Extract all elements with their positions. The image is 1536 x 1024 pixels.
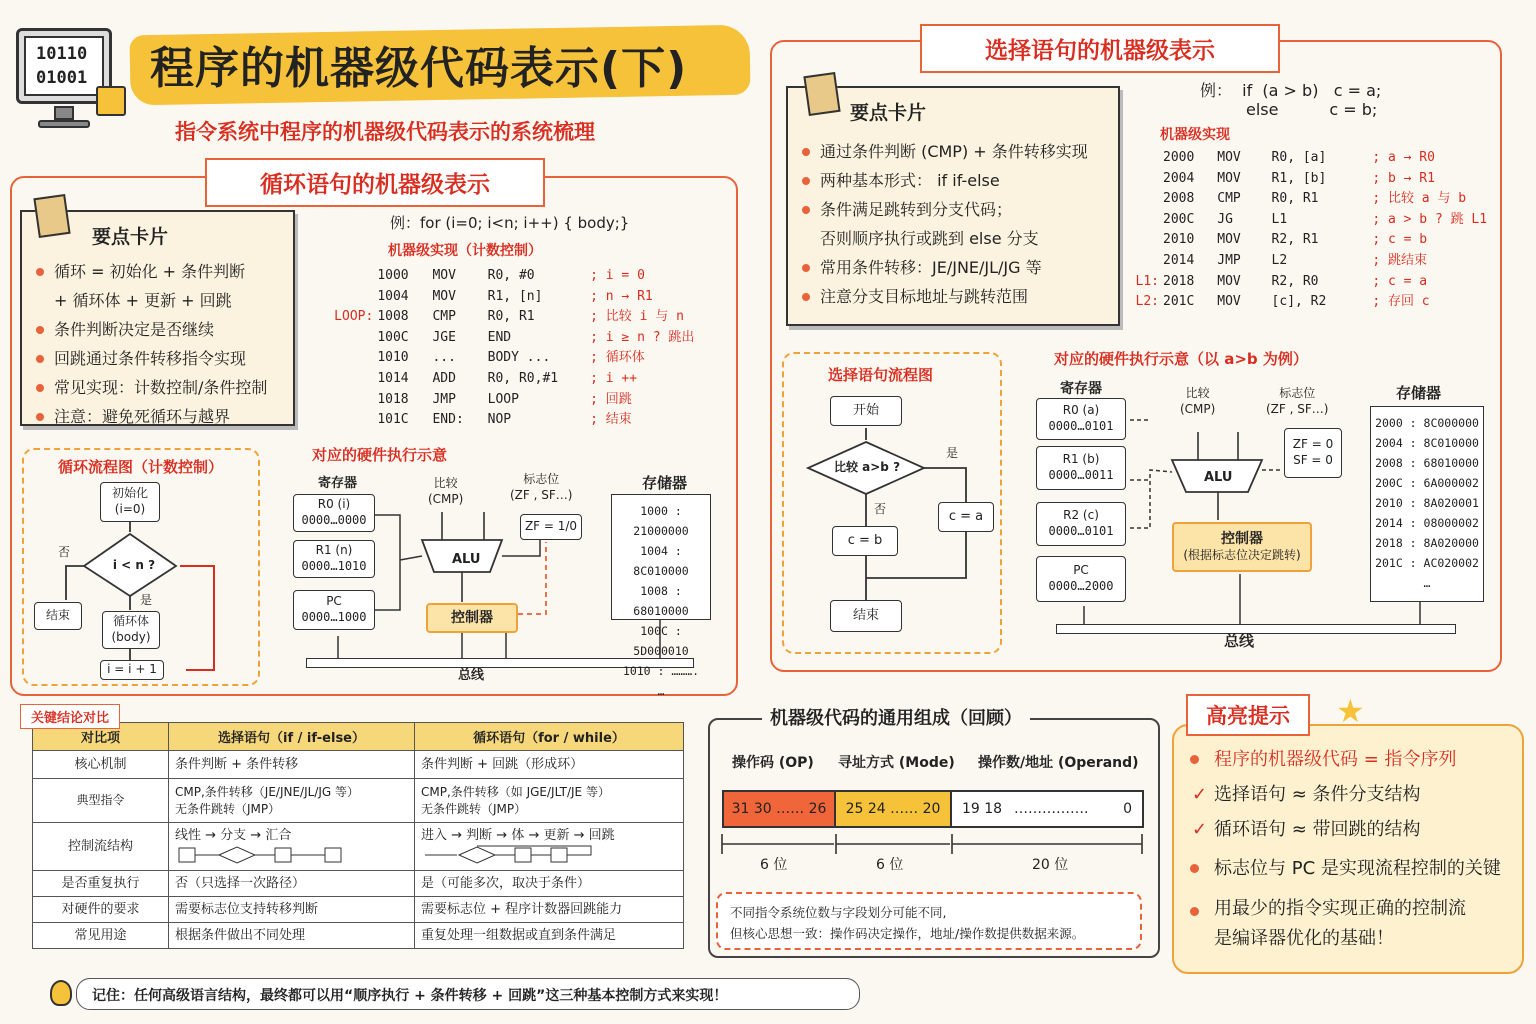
flow-mini-diagram — [421, 844, 621, 866]
code-op: MOV — [1217, 294, 1241, 310]
code-label: LOOP: — [334, 309, 374, 325]
code-op: JMP — [432, 391, 456, 407]
memory-row: 2004 : 8C010000 — [1375, 436, 1479, 450]
code-label — [328, 348, 377, 369]
code-label — [328, 410, 377, 431]
highlight-item — [1180, 777, 1510, 812]
code-args: R0, R1 — [1271, 191, 1319, 207]
memory-row: 1008 : 68010000 — [633, 584, 689, 618]
code-addr: 2010 — [1163, 232, 1195, 248]
cmp-text2: (CMP) — [1180, 401, 1216, 416]
table-cell: 核心机制 — [33, 751, 169, 779]
select-cmp-label — [1180, 386, 1215, 417]
loop-memory — [611, 494, 711, 698]
compare-note: 记住：任何高级语言结构，最终都可以用“顺序执行 + 条件转移 + 回跳”这三种基本控制方式来实现！ — [92, 988, 728, 1004]
code-cmt: ; 比较 i 与 n — [590, 309, 684, 325]
format-op-field: 31 30 …… 26 — [722, 790, 836, 828]
table-cell: 典型指令 — [33, 779, 169, 823]
loop-example: 例：for (i=0; i<n; i++) { body;} — [390, 214, 630, 232]
select-example-2: else c = b; — [1246, 100, 1378, 119]
code-cmt: ; a → R0 — [1372, 150, 1435, 165]
operand-dots: ……………. — [1014, 801, 1089, 817]
flow-mini-diagram — [175, 844, 375, 866]
code-addr: 1014 — [377, 370, 409, 386]
r0-name: R0 (i) — [317, 497, 351, 512]
table-cell: CMP,条件转移（如 JGE/JLT/JE 等） 无条件跳转（JMP） — [415, 779, 684, 823]
highlight-item — [1180, 742, 1510, 777]
loop-flow-title: 循环流程图（计数控制） — [58, 458, 224, 476]
r1-value: 0000…1010 — [301, 559, 367, 573]
code-label — [1128, 189, 1163, 210]
code-line — [328, 348, 728, 369]
select-flow-cond: 比较 a>b ? — [833, 460, 901, 474]
compare-tag: 关键结论对比 — [20, 704, 120, 729]
tip-bulb-icon — [50, 980, 72, 1006]
r1-value: 0000…0011 — [1048, 468, 1114, 482]
loop-hw-title: 对应的硬件执行示意 — [312, 446, 448, 464]
code-args: LOOP — [487, 391, 519, 407]
table-cell: 重复处理一组数据或直到条件满足 — [415, 923, 684, 949]
code-op: JGE — [432, 329, 456, 345]
loop-card-item: 回跳通过条件转移指令实现 — [34, 344, 281, 373]
code-label: L2: — [1135, 294, 1160, 310]
table-row — [33, 751, 684, 779]
flag-text2: (ZF , SF…) — [510, 487, 573, 502]
code-addr: 1010 — [377, 350, 409, 366]
loop-card-item: 循环 = 初始化 + 条件判断 — [34, 257, 281, 286]
code-addr: 1018 — [377, 391, 409, 407]
r0-name: R0 (a) — [1062, 403, 1100, 418]
code-addr: 101C — [377, 412, 409, 428]
flag-text: 标志位 — [523, 472, 560, 486]
check-icon: ✓ — [1192, 819, 1208, 840]
memory-row: 1010 : ………. — [622, 664, 700, 678]
r0-value: 0000…0000 — [301, 513, 367, 527]
page-subtitle: 指令系统中程序的机器级代码表示的系统梳理 — [175, 120, 595, 144]
monitor-binary-2: 01001 — [36, 68, 88, 88]
code-label — [1128, 169, 1163, 190]
code-line — [1128, 230, 1508, 251]
example-line-1: 例： if (a > b) c = a; — [1200, 81, 1382, 100]
page-title: 程序的机器级代码表示(下) — [150, 43, 688, 94]
table-cell: 进入 → 判断 → 体 → 更新 → 回跳 — [415, 823, 684, 871]
pc-value: 0000…1000 — [301, 610, 367, 624]
star-icon: ★ — [1336, 692, 1365, 730]
code-line — [328, 410, 728, 431]
code-op: MOV — [1217, 273, 1241, 289]
select-key-card — [786, 86, 1120, 326]
select-reg-r1 — [1036, 446, 1126, 490]
code-addr: 2014 — [1163, 252, 1195, 268]
code-label — [1128, 148, 1163, 169]
table-cell: 是否重复执行 — [33, 871, 169, 897]
highlight-item — [1180, 924, 1510, 954]
code-op: MOV — [1217, 170, 1241, 186]
code-line — [1128, 251, 1508, 272]
code-args: R1, [n] — [487, 288, 543, 304]
select-flag-label — [1266, 386, 1328, 417]
code-addr: 1000 — [377, 268, 409, 283]
code-cmt: ; 回跳 — [590, 391, 632, 407]
monitor-binary-1: 10110 — [36, 44, 88, 64]
flow-body — [102, 611, 160, 649]
highlight-text: 选择语句 ≈ 条件分支结构 — [1214, 784, 1421, 805]
code-op: MOV — [432, 268, 456, 283]
r1-name: R1 (n) — [315, 543, 353, 558]
select-mem-label: 存储器 — [1396, 384, 1442, 402]
loop-key-card — [20, 210, 295, 426]
select-flow-ca: c = a — [938, 502, 994, 532]
table-cell: 需要标志位 + 程序计数器回跳能力 — [415, 897, 684, 923]
flow-cond: i < n ? — [112, 558, 156, 572]
code-op: MOV — [1217, 150, 1241, 165]
select-card-item: 条件满足跳转到分支代码； — [800, 195, 1106, 224]
format-width-op: 6 位 — [760, 857, 788, 873]
loop-reg-r1 — [293, 540, 375, 578]
note-card-icon — [803, 72, 840, 116]
code-op: MOV — [1217, 232, 1241, 248]
memory-row: 2008 : 68010000 — [1375, 456, 1479, 470]
select-alu-label: ALU — [1204, 470, 1233, 485]
code-args: [c], R2 — [1271, 294, 1327, 310]
sf-value: SF = 0 — [1293, 453, 1333, 467]
flow-body-text: 循环体 — [112, 614, 149, 629]
code-line — [1128, 148, 1508, 169]
highlight-list — [1180, 742, 1510, 954]
select-impl-label: 机器级实现 — [1160, 127, 1230, 143]
r2-value: 0000…0101 — [1048, 524, 1114, 538]
memory-row: … — [1423, 576, 1431, 590]
code-label — [328, 390, 377, 411]
select-reg-r0 — [1036, 398, 1126, 440]
format-note-box — [716, 892, 1142, 950]
select-hw-title: 对应的硬件执行示意（以 a>b 为例） — [1054, 350, 1308, 368]
ctrl-text: 控制器 — [1221, 531, 1263, 548]
memory-row: 2000 : 8C000000 — [1375, 416, 1479, 430]
select-card-item: 注意分支目标地址与跳转范围 — [800, 282, 1106, 311]
operand-bits-right: 0 — [1123, 801, 1132, 817]
code-addr: 2008 — [1163, 191, 1195, 207]
table-row — [33, 823, 684, 871]
loop-code-listing — [328, 266, 728, 431]
code-cmt: ; i ≥ n ? 跳出 — [590, 329, 695, 345]
highlight-text: 用最少的指令实现正确的控制流 — [1214, 898, 1466, 919]
code-label — [1128, 210, 1163, 231]
select-flow-no: 否 — [874, 502, 887, 516]
code-args: L2 — [1271, 252, 1288, 268]
cmp-text2: (CMP) — [428, 491, 464, 506]
r0-value: 0000…0101 — [1048, 419, 1114, 433]
ctrl-text2: (根据标志位决定跳转) — [1183, 548, 1301, 563]
code-line — [328, 266, 728, 287]
loop-flag-value: ZF = 1/0 — [520, 514, 582, 540]
loop-alu-label: ALU — [452, 552, 481, 567]
code-label — [328, 369, 377, 390]
table-cell: 常见用途 — [33, 923, 169, 949]
table-cell: 是（可能多次，取决于条件） — [415, 871, 684, 897]
flow-init-text2: (i=0) — [114, 502, 146, 516]
memory-row: 1004 : 8C010000 — [633, 544, 689, 578]
table-row — [33, 923, 684, 949]
select-card-item: 常用条件转移：JE/JNE/JL/JG 等 — [800, 253, 1106, 282]
zf-value: ZF = 0 — [1292, 437, 1334, 452]
code-line — [1128, 189, 1508, 210]
code-line — [328, 328, 728, 349]
memory-row: 201C : AC020002 — [1375, 556, 1479, 570]
memory-row: … — [657, 684, 665, 698]
memory-row: 1000 : 21000000 — [633, 504, 689, 538]
loop-card-item: + 循环体 + 更新 + 回跳 — [54, 291, 232, 310]
table-cell: 否（只选择一次路径） — [169, 871, 415, 897]
code-cmt: ; c = a — [1372, 273, 1428, 289]
code-cmt: ; 结束 — [590, 412, 632, 428]
code-cmt: ; 跳结束 — [1372, 252, 1427, 268]
code-args: R0, R1 — [487, 309, 535, 325]
code-addr: 201C — [1163, 294, 1195, 310]
code-args: R2, R0 — [1271, 273, 1319, 289]
highlight-text: 循环语句 ≈ 带回跳的结构 — [1214, 819, 1421, 840]
code-cmt: ; 存回 c — [1372, 294, 1430, 310]
code-line — [328, 307, 728, 328]
memory-row: 100C : 5D000010 — [633, 624, 689, 658]
flow-init-text: 初始化 — [111, 486, 148, 501]
code-args: R0, [a] — [1271, 150, 1327, 165]
code-addr: 1008 — [377, 309, 409, 325]
code-cmt: ; i = 0 — [590, 268, 645, 283]
highlight-item — [1180, 812, 1510, 847]
select-flow-yes: 是 — [946, 446, 959, 460]
table-row — [33, 871, 684, 897]
pc-name: PC — [1073, 563, 1089, 578]
code-args: END — [487, 329, 512, 345]
code-line — [1128, 272, 1508, 293]
format-width-operand: 20 位 — [1032, 857, 1069, 873]
highlight-text: 是编译器优化的基础！ — [1214, 928, 1394, 949]
table-cell: 对硬件的要求 — [33, 897, 169, 923]
code-op: ... — [432, 350, 456, 366]
table-header: 循环语句（for / while） — [415, 723, 684, 751]
code-op: CMP — [432, 309, 456, 325]
select-reg-label: 寄存器 — [1060, 381, 1102, 397]
r2-name: R2 (c) — [1063, 508, 1099, 523]
code-label: L1: — [1135, 273, 1160, 289]
code-line — [328, 369, 728, 390]
loop-card-title: 要点卡片 — [92, 226, 169, 248]
table-cell: 线性 → 分支 → 汇合 — [169, 823, 415, 871]
flow-end: 结束 — [34, 602, 82, 630]
table-cell: 根据条件做出不同处理 — [169, 923, 415, 949]
code-addr: 200C — [1163, 211, 1195, 227]
code-op: JG — [1217, 211, 1233, 227]
code-label — [328, 328, 377, 349]
code-args: R1, [b] — [1271, 170, 1327, 186]
memory-row: 2014 : 08000002 — [1375, 516, 1479, 530]
table-cell: CMP,条件转移（JE/JNE/JL/JG 等） 无条件跳转（JMP） — [169, 779, 415, 823]
select-controller — [1172, 522, 1312, 572]
code-line — [328, 287, 728, 308]
cmp-text: 比较 — [433, 476, 458, 490]
select-card-item: 通过条件判断 (CMP) + 条件转移实现 — [800, 137, 1106, 166]
table-cell: 条件判断 + 回跳（形成环） — [415, 751, 684, 779]
loop-reg-pc — [293, 590, 375, 630]
code-op: CMP — [1217, 191, 1241, 207]
code-label — [328, 287, 377, 308]
code-line — [328, 390, 728, 411]
code-args: R0, #0 — [487, 268, 535, 283]
code-label — [1128, 251, 1163, 272]
select-flow-cb: c = b — [832, 526, 898, 556]
pc-value: 0000…2000 — [1048, 579, 1114, 593]
loop-section-title: 循环语句的机器级表示 — [205, 158, 545, 207]
check-icon: ✓ — [1192, 784, 1208, 805]
select-memory — [1370, 406, 1484, 602]
select-reg-pc — [1036, 556, 1126, 602]
code-cmt: ; c = b — [1372, 232, 1428, 248]
code-op: MOV — [432, 288, 456, 304]
memory-row: 200C : 6A000002 — [1375, 476, 1479, 490]
format-operand-label: 操作数/地址 (Operand) — [978, 755, 1139, 771]
select-section-title: 选择语句的机器级表示 — [920, 24, 1280, 73]
select-example-1 — [1200, 78, 1381, 101]
flow-body-text2: (body) — [111, 630, 151, 644]
code-addr: 2000 — [1163, 150, 1195, 165]
flag-text2: (ZF , SF…) — [1266, 401, 1329, 416]
memory-row: 2018 : 8A020000 — [1375, 536, 1479, 550]
select-bus — [1056, 624, 1456, 634]
pc-name: PC — [326, 594, 342, 609]
highlight-item — [1180, 894, 1510, 924]
code-line — [1128, 169, 1508, 190]
select-reg-r2 — [1036, 502, 1126, 546]
code-args: R2, R1 — [1271, 232, 1319, 248]
code-addr: 2004 — [1163, 170, 1195, 186]
code-label — [1128, 230, 1163, 251]
table-row — [33, 779, 684, 823]
flow-yes: 是 — [140, 593, 153, 607]
code-addr: 1004 — [377, 288, 409, 304]
format-op-label: 操作码 (OP) — [732, 755, 814, 771]
select-code-listing — [1128, 148, 1508, 313]
loop-reg-label: 寄存器 — [318, 476, 358, 491]
code-cmt: ; 循环体 — [590, 350, 645, 366]
format-width-mode: 6 位 — [876, 857, 904, 873]
format-note-2: 但核心思想一致：操作码决定操作，地址/操作数提供数据来源。 — [730, 926, 1085, 941]
code-cmt: ; b → R1 — [1372, 170, 1435, 186]
highlight-title: 高亮提示 — [1186, 694, 1310, 736]
code-line — [1128, 210, 1508, 231]
code-cmt: ; a > b ? 跳 L1 — [1372, 211, 1488, 227]
highlight-text: 程序的机器级代码 = 指令序列 — [1214, 749, 1457, 770]
loop-bus-label: 总线 — [458, 668, 485, 683]
flow-inc: i = i + 1 — [100, 660, 164, 680]
loop-card-item: 条件判断决定是否继续 — [34, 315, 281, 344]
table-cell: 需要标志位支持转移判断 — [169, 897, 415, 923]
loop-reg-r0 — [293, 494, 375, 532]
loop-mem-label: 存储器 — [642, 474, 688, 492]
code-args: BODY ... — [487, 350, 551, 366]
memory-row: 2010 : 8A020001 — [1375, 496, 1479, 510]
operand-bits-left: 19 18 — [962, 801, 1003, 817]
code-addr: 2018 — [1163, 273, 1195, 289]
format-title: 机器级代码的通用组成（回顾） — [762, 704, 1030, 730]
select-flow-start: 开始 — [830, 396, 902, 426]
table-row — [33, 897, 684, 923]
table-header: 选择语句（if / if-else） — [169, 723, 415, 751]
r1-name: R1 (b) — [1062, 452, 1100, 467]
select-card-item: 否则顺序执行或跳到 else 分支 — [820, 229, 1039, 248]
note-card-icon — [33, 194, 70, 238]
select-card-item: 两种基本形式： if if-else — [800, 166, 1106, 195]
code-cmt: ; 比较 a 与 b — [1372, 191, 1467, 207]
computer-chip-icon — [16, 28, 126, 138]
loop-controller: 控制器 — [426, 603, 518, 633]
code-args: R0, R0,#1 — [487, 370, 559, 386]
code-cmt: ; n → R1 — [590, 288, 653, 304]
select-bus-label: 总线 — [1224, 632, 1255, 650]
table-cell: 控制流结构 — [33, 823, 169, 871]
highlight-text: 标志位与 PC 是实现流程控制的关键 — [1214, 858, 1501, 879]
format-operand-field — [952, 790, 1144, 828]
format-mode-label: 寻址方式 (Mode) — [838, 755, 955, 771]
comparison-table — [32, 722, 684, 949]
loop-card-item: 注意：避免死循环与越界 — [34, 402, 281, 431]
code-args: L1 — [1271, 211, 1288, 227]
highlight-item — [1180, 851, 1510, 886]
code-op: JMP — [1217, 252, 1241, 268]
code-addr: 100C — [377, 329, 409, 345]
code-args: NOP — [487, 412, 512, 428]
code-label — [328, 266, 377, 287]
select-flow-end: 结束 — [830, 600, 902, 632]
cmp-text: 比较 — [1185, 386, 1210, 400]
code-op: END: — [432, 412, 464, 428]
select-card-title: 要点卡片 — [850, 102, 927, 124]
loop-impl-label: 机器级实现（计数控制） — [388, 243, 542, 259]
table-cell: 条件判断 + 条件转移 — [169, 751, 415, 779]
loop-card-item: 常见实现：计数控制/条件控制 — [34, 373, 281, 402]
flag-text: 标志位 — [1279, 386, 1316, 400]
format-note-1: 不同指令系统位数与字段划分可能不同, — [730, 905, 947, 920]
flow-no: 否 — [58, 545, 71, 559]
table-header: 对比项 — [33, 723, 169, 751]
code-cmt: ; i ++ — [590, 370, 638, 386]
loop-flag-label — [510, 472, 572, 503]
select-flow-title: 选择语句流程图 — [828, 366, 934, 384]
code-op: ADD — [432, 370, 456, 386]
format-mode-field: 25 24 …… 20 — [836, 790, 952, 828]
code-line — [1128, 292, 1508, 313]
